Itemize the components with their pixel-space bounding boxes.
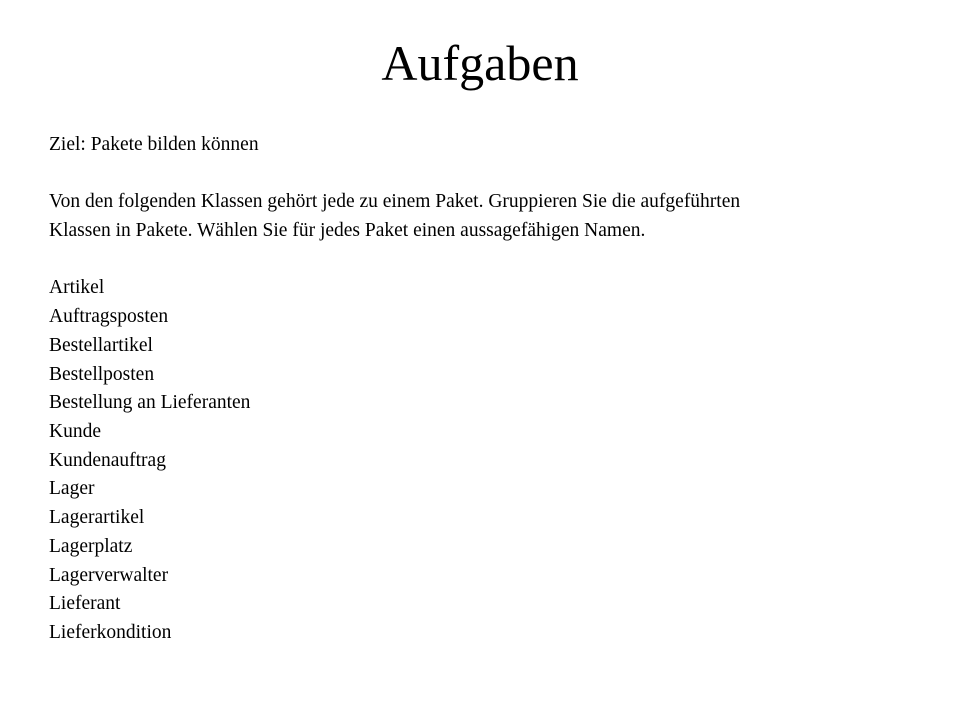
class-item-kundenauftrag: Kundenauftrag [49,449,166,471]
class-item-lagerplatz: Lagerplatz [49,535,133,557]
class-item-bestellartikel: Bestellartikel [49,334,153,356]
spacer [49,246,929,275]
slide-content [49,131,929,648]
class-item-lager: Lager [49,478,95,500]
class-item-bestellung-an-lieferanten: Bestellung an Lieferanten [49,392,251,414]
class-item-bestellposten: Bestellposten [49,363,155,385]
goal-text: Ziel: Pakete bilden können [49,134,259,155]
class-item-lagerartikel: Lagerartikel [49,507,145,529]
class-item-artikel: Artikel [49,277,105,299]
class-list [49,274,929,647]
class-item-kunde: Kunde [49,421,101,442]
spacer [49,160,929,189]
task-text-line-2: Klassen in Pakete. Wählen Sie für jedes Paket einen aussagefähigen Namen. [49,220,646,242]
task-text-line-1: Von den folgenden Klassen gehört jede zu einem Paket. Gruppieren Sie die aufgeführten [49,191,741,213]
class-item-lagerverwalter: Lagerverwalter [49,564,169,586]
class-item-lieferkondition: Lieferkondition [49,621,172,643]
class-item-auftragsposten: Auftragsposten [49,306,169,328]
class-item-lieferant: Lieferant [49,593,121,615]
slide-title: Aufgaben [381,35,579,91]
